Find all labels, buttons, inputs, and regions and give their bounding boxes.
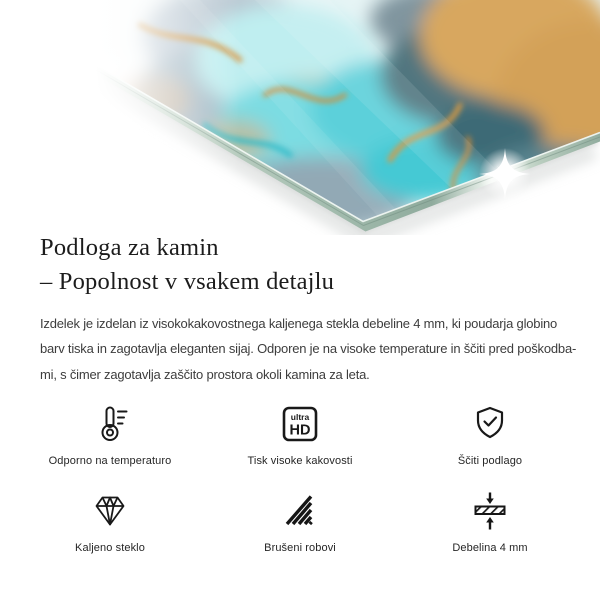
feature-print-quality	[205, 402, 395, 467]
feature-label: Brušeni robovi	[264, 542, 336, 554]
ultra-hd-text-bottom: HD	[289, 422, 311, 439]
description-line: barv tiska in zagotavlja eleganten sijaj. Odporen je na visoke temperature in ščiti pred poškodba-	[40, 341, 577, 357]
ultra-hd-badge-icon	[280, 402, 320, 446]
page-title-line2: – Popolnost v vsakem detajlu	[40, 267, 335, 295]
feature-label: Odporno na temperaturo	[48, 455, 172, 467]
feature-thickness	[395, 489, 585, 554]
ultra-hd-text-top: ultra	[290, 412, 310, 422]
feature-tempered-glass	[15, 489, 205, 554]
feature-label: Kaljeno steklo	[75, 542, 145, 554]
product-photo	[0, 0, 600, 235]
feature-protection	[395, 402, 585, 467]
feature-temperature	[15, 402, 205, 467]
thickness-press-icon	[470, 489, 510, 533]
feature-grid	[15, 402, 585, 554]
page-title-line1: Podloga za kamin	[40, 234, 219, 261]
diamond-icon	[90, 489, 130, 533]
feature-polished-edges	[205, 489, 395, 554]
shield-check-icon	[470, 402, 510, 446]
thermometer-icon	[90, 402, 130, 446]
polished-edges-icon	[280, 489, 320, 533]
feature-label: Debelina 4 mm	[452, 542, 528, 554]
page-title	[40, 231, 334, 298]
description-line: mi, s čimer zagotavlja zaščito prostora okoli kamina za leta.	[40, 366, 370, 382]
feature-label: Ščiti podlago	[457, 455, 523, 467]
description-line: Izdelek je izdelan iz visokokakovostnega kaljenega stekla debeline 4 mm, ki poudarja globino	[40, 316, 558, 331]
feature-label: Tisk visoke kakovosti	[247, 455, 353, 467]
sparkle-icon	[479, 148, 531, 200]
white-fade	[0, 0, 240, 235]
product-description	[40, 311, 596, 387]
